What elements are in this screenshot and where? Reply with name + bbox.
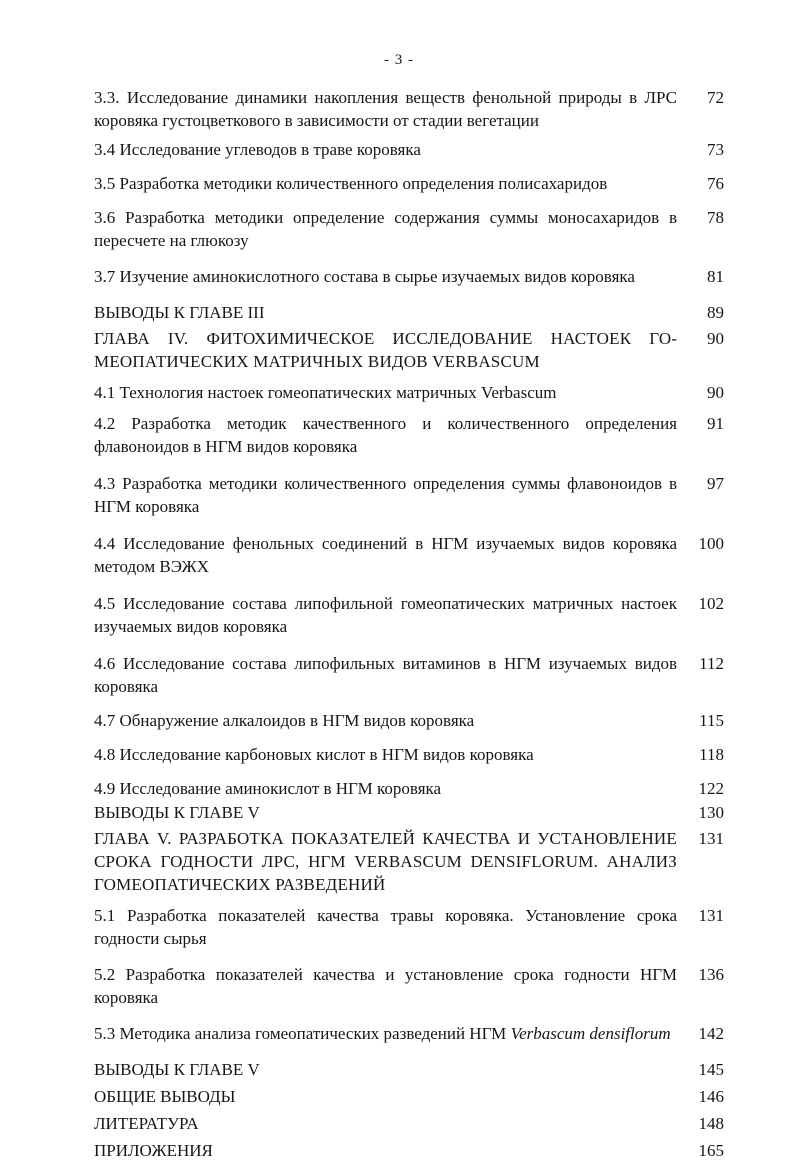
toc-entry-page: 78 xyxy=(707,208,724,227)
toc-entry-literature xyxy=(94,1112,724,1135)
toc-entry-title: 3.6 Разработка методики определение содержания суммы моносахаридов в пересчете на глюкозу xyxy=(94,208,677,250)
toc-entry-page: 81 xyxy=(707,267,724,286)
toc-entry-title: 3.5 Разработка методики количественного определения полисахаридов xyxy=(94,174,608,193)
toc-entry-page: 73 xyxy=(707,140,724,159)
toc-entry-page: 131 xyxy=(698,906,724,925)
toc-entry-page: 76 xyxy=(707,174,724,193)
toc-entry-page: 100 xyxy=(698,534,724,553)
toc-entry-page: 118 xyxy=(699,745,724,764)
toc-entry-page: 90 xyxy=(707,329,724,348)
toc-entry-title: 4.5 Исследование состава липофильной гомеопатических матричных настоек изучаемых видов коровяка xyxy=(94,594,677,636)
toc-entry-page: 142 xyxy=(698,1024,724,1043)
toc-entry-page: 131 xyxy=(698,829,724,848)
toc-entry-page: 72 xyxy=(707,88,724,107)
toc-entry-title: 4.9 Исследование аминокислот в НГМ коровяка xyxy=(94,779,442,798)
toc-entry-title xyxy=(94,1022,677,1045)
toc-entry-title: 4.8 Исследование карбоновых кислот в НГМ видов коровяка xyxy=(94,745,534,764)
table-of-contents xyxy=(94,86,724,1162)
toc-entry-4-8 xyxy=(94,743,724,766)
toc-entry-page: 145 xyxy=(698,1060,724,1079)
toc-entry-title-text: 5.3 Методика анализа гомеопатических разведений НГМ xyxy=(94,1024,511,1043)
toc-entry-title: 3.3. Исследование динамики накопления веществ фенольной природы в ЛРС коровяка густоцветкового в зависимости от стадии вегетации xyxy=(94,88,677,130)
toc-entry-title: 4.1 Технология настоек гомеопатических матричных Verbascum xyxy=(94,383,557,402)
toc-entry-page: 90 xyxy=(707,383,724,402)
toc-entry-4-1 xyxy=(94,381,724,404)
toc-entry-page: 97 xyxy=(707,474,724,493)
toc-entry-4-6 xyxy=(94,652,724,698)
toc-entry-title: 5.2 Разработка показателей качества и установление срока годности НГМ коровяка xyxy=(94,965,677,1007)
toc-entry-page: 112 xyxy=(699,654,724,673)
toc-entry-page: 102 xyxy=(698,594,724,613)
toc-entry-title: 3.4 Исследование углеводов в траве коровяка xyxy=(94,140,421,159)
toc-entry-title: 4.2 Разработка методик качественного и количественного определения флавоноидов в НГМ видов коровяка xyxy=(94,414,677,456)
toc-entry-4-4 xyxy=(94,532,724,578)
toc-entry-3-5 xyxy=(94,172,724,195)
page-number: - 3 - xyxy=(384,52,414,68)
toc-entry-conclusions-3 xyxy=(94,301,724,324)
toc-entry-title: ВЫВОДЫ К ГЛАВЕ V xyxy=(94,1060,260,1079)
toc-entry-title: ПРИЛОЖЕНИЯ xyxy=(94,1141,213,1160)
toc-entry-appendices xyxy=(94,1139,724,1162)
toc-entry-page: 115 xyxy=(699,711,724,730)
toc-entry-general-conclusions xyxy=(94,1085,724,1108)
toc-entry-page: 148 xyxy=(698,1114,724,1133)
toc-entry-title: 4.4 Исследование фенольных соединений в НГМ изучаемых видов коровяка методом ВЭЖХ xyxy=(94,534,677,576)
toc-entry-page: 122 xyxy=(698,779,724,798)
toc-entry-page: 130 xyxy=(698,803,724,822)
toc-entry-title: 4.3 Разработка методики количественного определения суммы флавоноидов в НГМ коровяка xyxy=(94,474,677,516)
toc-entry-title: ГЛАВА V. РАЗРАБОТКА ПОКАЗАТЕЛЕЙ КАЧЕСТВА И УСТАНОВЛЕНИЕ СРОКА ГОДНОСТИ ЛРС, НГМ VERBASCUM DENSIFLORUM. АНАЛИЗ ГОМЕОПАТИЧЕСКИХ РАЗВЕДЕНИЙ xyxy=(94,829,677,894)
toc-entry-4-5 xyxy=(94,592,724,638)
toc-entry-title: ВЫВОДЫ К ГЛАВЕ III xyxy=(94,303,265,322)
toc-entry-4-3 xyxy=(94,472,724,518)
toc-entry-conclusions-5 xyxy=(94,1058,724,1081)
toc-entry-page: 89 xyxy=(707,303,724,322)
toc-entry-title: 4.6 Исследование состава липофильных витаминов в НГМ изучаемых видов коровяка xyxy=(94,654,677,696)
toc-entry-page: 91 xyxy=(707,414,724,433)
toc-entry-3-3 xyxy=(94,86,724,132)
toc-entry-5-2 xyxy=(94,963,724,1009)
toc-entry-chapter-4 xyxy=(94,327,724,373)
toc-entry-3-6 xyxy=(94,206,724,252)
toc-entry-4-9 xyxy=(94,777,724,800)
toc-entry-title: ВЫВОДЫ К ГЛАВЕ V xyxy=(94,803,260,822)
toc-entry-page: 146 xyxy=(698,1087,724,1106)
toc-entry-title-species: Verbascum densiflorum xyxy=(510,1024,671,1043)
toc-entry-4-2 xyxy=(94,412,724,458)
toc-entry-title: 3.7 Изучение аминокислотного состава в сырье изучаемых видов коровяка xyxy=(94,267,635,286)
toc-entry-title: 4.7 Обнаружение алкалоидов в НГМ видов коровяка xyxy=(94,711,475,730)
toc-entry-chapter-5 xyxy=(94,827,724,896)
toc-entry-4-7 xyxy=(94,709,724,732)
toc-entry-title: 5.1 Разработка показателей качества травы коровяка. Установление срока годности сырья xyxy=(94,906,677,948)
toc-entry-title: ОБЩИЕ ВЫВОДЫ xyxy=(94,1087,236,1106)
toc-entry-page: 136 xyxy=(698,965,724,984)
toc-entry-3-7 xyxy=(94,265,724,288)
toc-entry-page: 165 xyxy=(698,1141,724,1160)
toc-entry-title: ГЛАВА IV. ФИТОХИМИЧЕСКОЕ ИССЛЕДОВАНИЕ НАСТОЕК ГОМЕОПАТИЧЕСКИХ МАТРИЧНЫХ ВИДОВ VERBASCUM xyxy=(94,329,677,371)
toc-entry-5-1 xyxy=(94,904,724,950)
toc-entry-3-4 xyxy=(94,138,724,161)
toc-entry-5-3 xyxy=(94,1022,724,1045)
toc-entry-conclusions-4 xyxy=(94,801,724,824)
toc-entry-title: ЛИТЕРАТУРА xyxy=(94,1114,199,1133)
